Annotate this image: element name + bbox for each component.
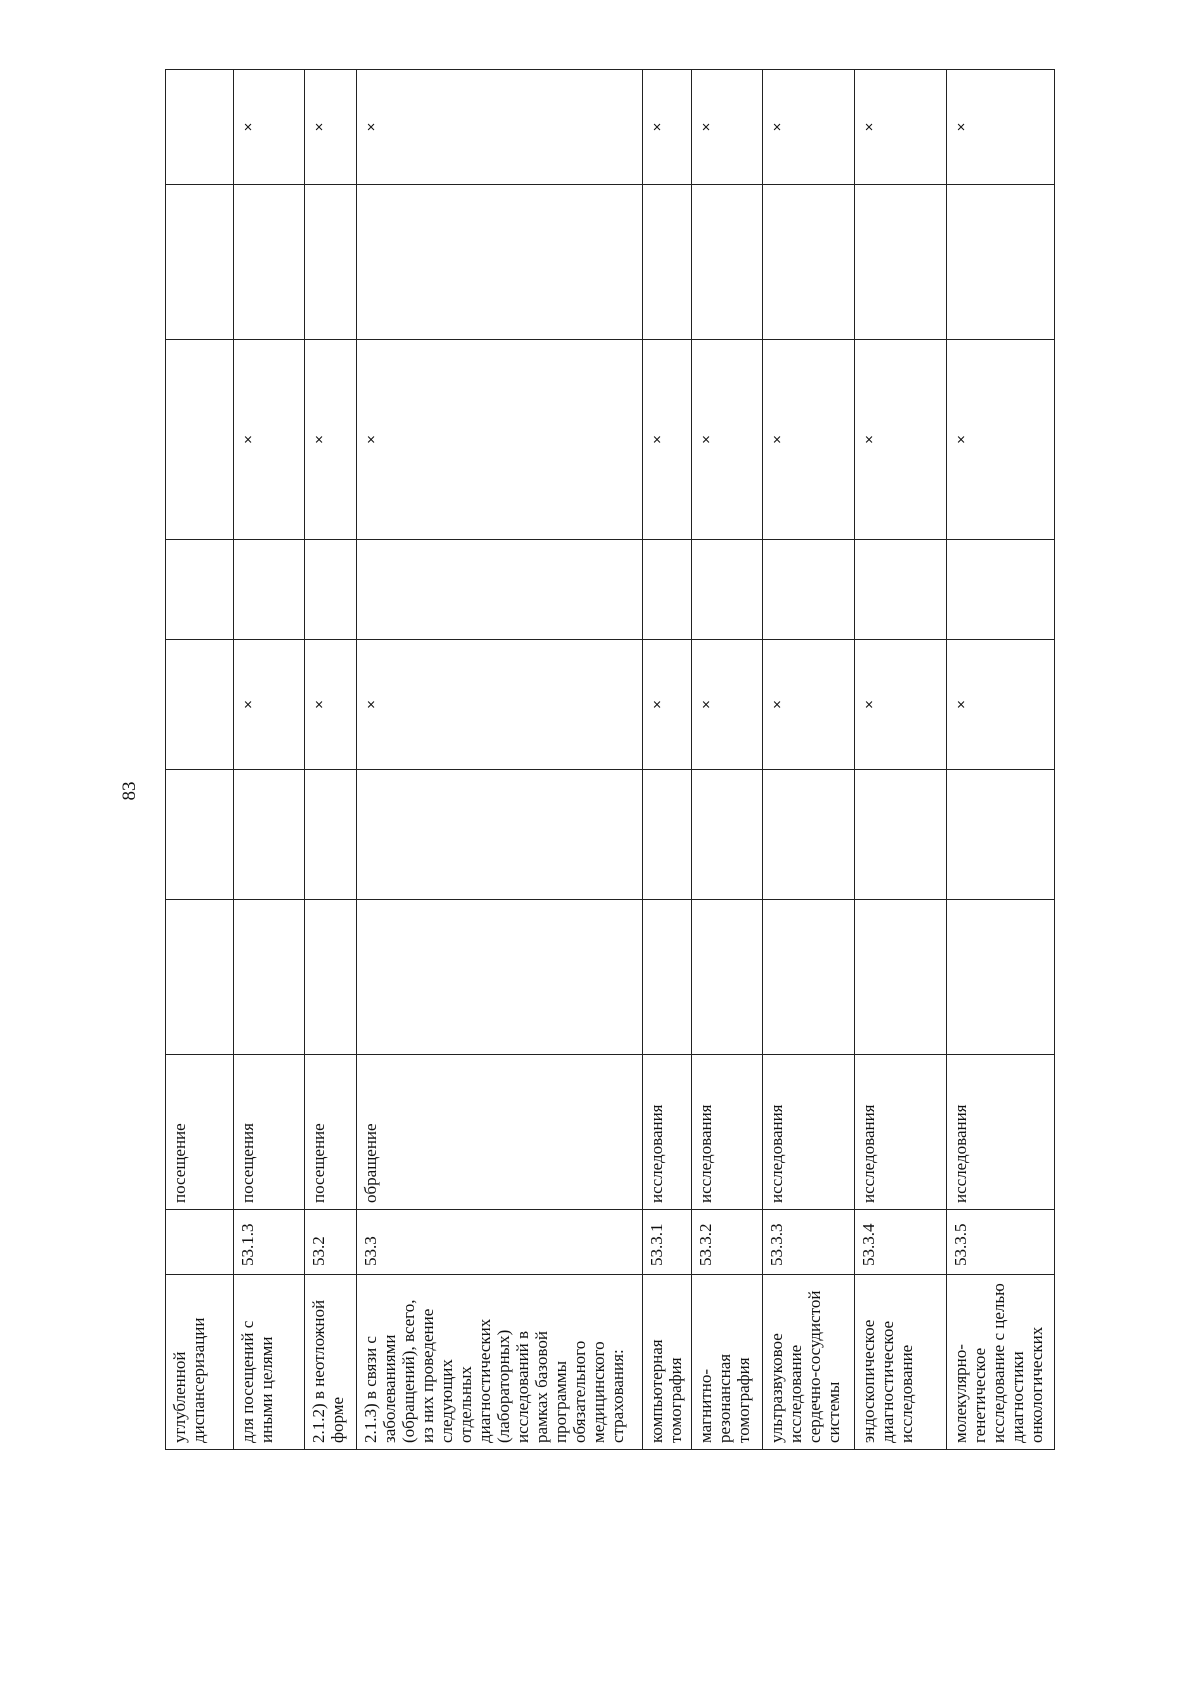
row-code-cell: 53.2 <box>304 1210 356 1275</box>
cross-mark: × <box>860 122 878 132</box>
value-cell <box>854 640 946 770</box>
table-row <box>643 70 692 1450</box>
value-cell <box>304 185 356 340</box>
value-cell <box>643 540 692 640</box>
cross-mark: × <box>769 122 787 132</box>
data-table <box>165 69 1055 1450</box>
row-code-cell: 53.3.2 <box>692 1210 763 1275</box>
cross-mark: × <box>698 435 716 444</box>
table-row <box>946 70 1054 1450</box>
value-cell <box>643 70 692 185</box>
value-cell <box>166 540 234 640</box>
value-cell <box>233 540 304 640</box>
cross-mark: × <box>362 122 380 132</box>
value-cell <box>763 900 855 1055</box>
value-cell <box>854 900 946 1055</box>
row-unit-cell: исследования <box>854 1055 946 1210</box>
value-cell <box>692 900 763 1055</box>
value-cell <box>946 640 1054 770</box>
value-cell <box>166 640 234 770</box>
cross-mark: × <box>860 435 878 444</box>
value-cell <box>946 70 1054 185</box>
cross-mark: × <box>310 700 328 709</box>
row-code-cell: 53.3.3 <box>763 1210 855 1275</box>
row-label-cell: молекулярно-генетическое исследование с целью диагностики онкологических <box>946 1275 1054 1450</box>
value-cell <box>233 770 304 900</box>
value-cell <box>304 340 356 540</box>
cross-mark: × <box>239 435 257 444</box>
cross-mark: × <box>698 700 716 709</box>
value-cell <box>166 340 234 540</box>
table-row <box>233 70 304 1450</box>
value-cell <box>763 540 855 640</box>
value-cell <box>763 340 855 540</box>
row-code-cell: 53.3.1 <box>643 1210 692 1275</box>
value-cell <box>946 340 1054 540</box>
value-cell <box>233 340 304 540</box>
cross-mark: × <box>649 435 667 444</box>
table-container <box>165 70 1055 1450</box>
value-cell <box>643 900 692 1055</box>
value-cell <box>946 185 1054 340</box>
page-number: 83 <box>119 781 140 801</box>
row-label-cell: ультразвуковое исследование сердечно-сосудистой системы <box>763 1275 855 1450</box>
row-code-cell: 53.3.5 <box>946 1210 1054 1275</box>
value-cell <box>763 640 855 770</box>
row-label-cell: эндоскопическое диагностическое исследование <box>854 1275 946 1450</box>
row-label-cell: для посещений с иными целями <box>233 1275 304 1450</box>
table-row <box>356 70 643 1450</box>
row-label-cell: компьютерная томография <box>643 1275 692 1450</box>
value-cell <box>763 770 855 900</box>
row-unit-cell: исследования <box>692 1055 763 1210</box>
value-cell <box>692 185 763 340</box>
value-cell <box>356 640 643 770</box>
value-cell <box>166 770 234 900</box>
cross-mark: × <box>769 435 787 444</box>
value-cell <box>356 185 643 340</box>
value-cell <box>166 70 234 185</box>
table-row <box>304 70 356 1450</box>
row-code-cell: 53.1.3 <box>233 1210 304 1275</box>
cross-mark: × <box>310 122 328 132</box>
row-code-cell: 53.3.4 <box>854 1210 946 1275</box>
value-cell <box>946 900 1054 1055</box>
value-cell <box>233 185 304 340</box>
value-cell <box>643 640 692 770</box>
cross-mark: × <box>239 700 257 709</box>
value-cell <box>356 340 643 540</box>
value-cell <box>166 900 234 1055</box>
row-unit-cell: исследования <box>763 1055 855 1210</box>
value-cell <box>692 770 763 900</box>
value-cell <box>692 70 763 185</box>
cross-mark: × <box>860 700 878 709</box>
row-label-cell: 2.1.2) в неотложной форме <box>304 1275 356 1450</box>
table-row <box>692 70 763 1450</box>
value-cell <box>854 70 946 185</box>
value-cell <box>356 540 643 640</box>
value-cell <box>356 70 643 185</box>
cross-mark: × <box>649 122 667 132</box>
cross-mark: × <box>239 122 257 132</box>
value-cell <box>854 540 946 640</box>
value-cell <box>356 770 643 900</box>
row-unit-cell: исследования <box>946 1055 1054 1210</box>
value-cell <box>946 540 1054 640</box>
row-code-cell <box>166 1210 234 1275</box>
cross-mark: × <box>698 122 716 132</box>
value-cell <box>643 340 692 540</box>
value-cell <box>304 70 356 185</box>
value-cell <box>304 900 356 1055</box>
row-code-cell: 53.3 <box>356 1210 643 1275</box>
row-unit-cell: посещения <box>233 1055 304 1210</box>
value-cell <box>692 340 763 540</box>
value-cell <box>763 185 855 340</box>
value-cell <box>643 770 692 900</box>
value-cell <box>233 900 304 1055</box>
row-unit-cell: обращение <box>356 1055 643 1210</box>
value-cell <box>304 540 356 640</box>
row-unit-cell: исследования <box>643 1055 692 1210</box>
cross-mark: × <box>362 435 380 444</box>
cross-mark: × <box>952 700 970 709</box>
cross-mark: × <box>310 435 328 444</box>
table-row <box>854 70 946 1450</box>
value-cell <box>304 770 356 900</box>
value-cell <box>854 770 946 900</box>
cross-mark: × <box>769 700 787 709</box>
value-cell <box>692 540 763 640</box>
row-label-cell: магнитно-резонансная томография <box>692 1275 763 1450</box>
value-cell <box>946 770 1054 900</box>
row-unit-cell: посещение <box>166 1055 234 1210</box>
value-cell <box>166 185 234 340</box>
cross-mark: × <box>649 700 667 709</box>
value-cell <box>692 640 763 770</box>
table-row <box>166 70 234 1450</box>
cross-mark: × <box>952 122 970 132</box>
value-cell <box>356 900 643 1055</box>
value-cell <box>854 340 946 540</box>
cross-mark: × <box>362 700 380 709</box>
value-cell <box>304 640 356 770</box>
value-cell <box>233 640 304 770</box>
value-cell <box>763 70 855 185</box>
row-label-cell: 2.1.3) в связи с заболеваниями (обращений), всего, из них проведение следующих отдельных диагностических (лабораторных) исследований в рамках базовой программы обязательного медицинского страхования: <box>356 1275 643 1450</box>
row-unit-cell: посещение <box>304 1055 356 1210</box>
value-cell <box>233 70 304 185</box>
cross-mark: × <box>952 435 970 444</box>
value-cell <box>643 185 692 340</box>
row-label-cell: углубленной диспансеризации <box>166 1275 234 1450</box>
value-cell <box>854 185 946 340</box>
table-row <box>763 70 855 1450</box>
